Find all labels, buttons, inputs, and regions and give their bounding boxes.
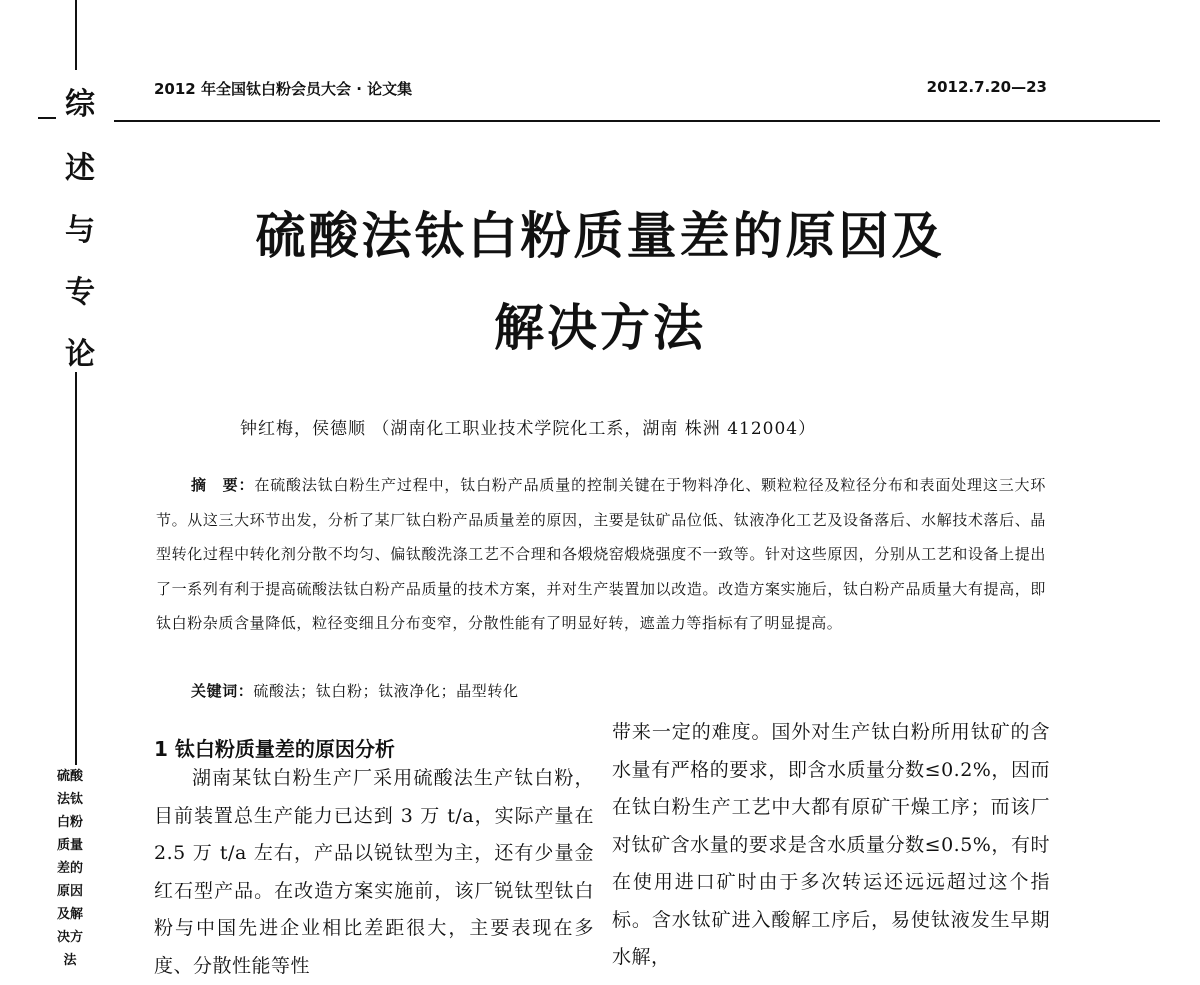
abstract-label: 摘 要： (191, 476, 255, 494)
vertical-running-title: 硫酸法钛白粉质量差的原因及解决方法 (56, 765, 84, 972)
section-char-1: 综 (56, 88, 104, 122)
abstract-text: 在硫酸法钛白粉生产过程中，钛白粉产品质量的控制关键在于物料净化、颗粒粒径及粒径分布和表面处理这三大环节。从这三大环节出发，分析了某厂钛白粉产品质量差的原因，主要是钛矿品位低、钛液净化工艺及设备落后、水解技术落后、晶型转化过程中转化剂分散不均匀、偏钛酸洗涤工艺不合理和各煅烧窑煅烧强度不一致等。针对这些原因，分别从工艺和设备上提出了一系列有利于提高硫酸法钛白粉产品质量的技术方案，并对生产装置加以改造。改造方案实施后，钛白粉产品质量大有提高，即钛白粉杂质含量降低，粒径变细且分布变窄，分散性能有了明显好转，遮盖力等指标有了明显提高。 (156, 476, 1046, 632)
section-heading: 1 钛白粉质量差的原因分析 (154, 737, 395, 761)
margin-rule-top (75, 0, 77, 70)
header-rule (114, 120, 1160, 122)
body-right-column: 带来一定的难度。国外对生产钛白粉所用钛矿的含水量有严格的要求，即含水质量分数≤0.2%，因而在钛白粉生产工艺中大都有原矿干燥工序；而该厂对钛矿含水量的要求是含水质量分数≤0.5%，有时在使用进口矿时由于多次转运还远远超过这个指标。含水钛矿进入酸解工序后，易使钛液发生早期水解， (612, 721, 1050, 968)
section-char-4: 专 (56, 276, 104, 310)
article-title-line1: 硫酸法钛白粉质量差的原因及 (255, 207, 945, 265)
margin-dash (38, 117, 56, 119)
body-left-column: 湖南某钛白粉生产厂采用硫酸法生产钛白粉，目前装置总生产能力已达到 3 万 t/a，实际产量在 2.5 万 t/a 左右，产品以锐钛型为主，还有少量金红石型产品。在改造方案实施前，该厂锐钛型钛白粉与中国先进企业相比差距很大，主要表现在多度、分散性能等性 (154, 767, 594, 977)
abstract (156, 468, 1046, 641)
article-title-line2: 解决方法 (494, 299, 706, 357)
keywords-label: 关键词： (191, 682, 254, 700)
section-char-5: 论 (56, 338, 104, 372)
keywords-text: 硫酸法；钛白粉；钛液净化；晶型转化 (253, 682, 519, 700)
authors-affiliation: 钟红梅，侯德顺 （湖南化工职业技术学院化工系，湖南 株洲 412004） (240, 419, 817, 439)
running-header-left: 2012 年全国钛白粉会员大会 · 论文集 (154, 80, 413, 98)
keywords (191, 680, 519, 701)
running-header-date: 2012.7.20—23 (926, 78, 1047, 96)
section-char-3: 与 (56, 214, 104, 248)
section-char-2: 述 (56, 152, 104, 186)
